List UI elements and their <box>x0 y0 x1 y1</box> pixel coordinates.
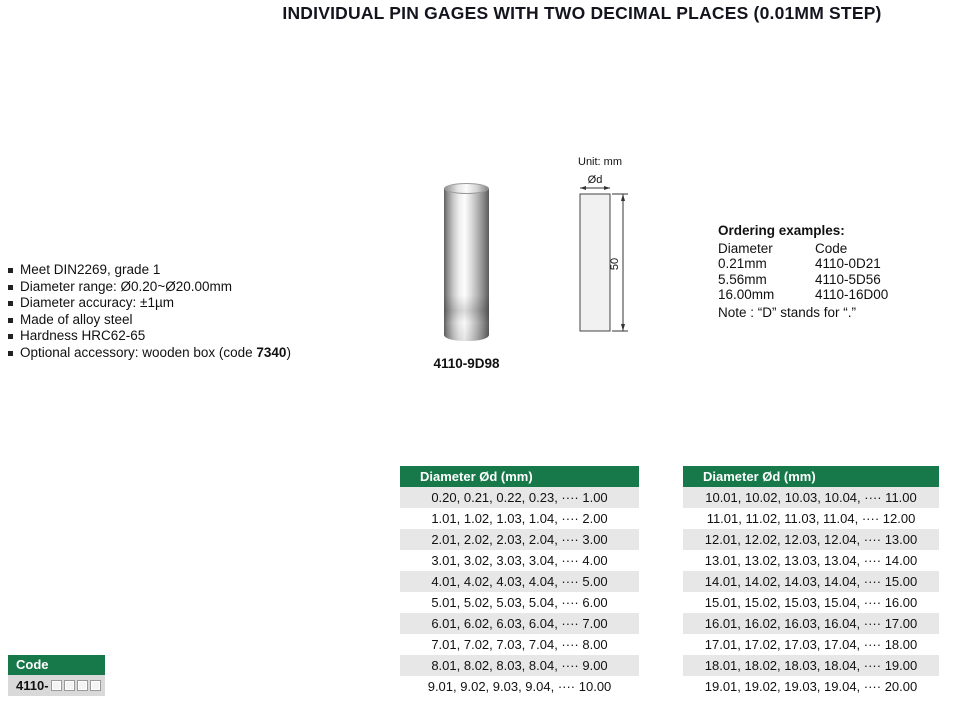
code-placeholder-box <box>64 680 75 691</box>
length-dim-label: 50 <box>609 257 621 271</box>
code-block <box>8 655 105 696</box>
table-row: 6.01, 6.02, 6.03, 6.04, ···· 7.00 <box>400 613 639 634</box>
ordering-title: Ordering examples: <box>718 223 845 238</box>
code-prefix: 4110- <box>16 678 49 693</box>
feature-item <box>8 262 291 279</box>
ordering-diameter: 16.00mm <box>718 287 775 302</box>
table-row: 12.01, 12.02, 12.03, 12.04, ···· 13.00 <box>683 529 939 550</box>
feature-item <box>8 328 291 345</box>
ordering-diameter: 0.21mm <box>718 256 767 271</box>
feature-item <box>8 295 291 312</box>
feature-item <box>8 279 291 296</box>
pin-gage-photo <box>444 183 489 343</box>
table-row: 2.01, 2.02, 2.03, 2.04, ···· 3.00 <box>400 529 639 550</box>
feature-item <box>8 345 291 362</box>
bullet-icon <box>8 351 13 356</box>
table-row: 15.01, 15.02, 15.03, 15.04, ···· 16.00 <box>683 592 939 613</box>
ordering-col-code: Code <box>815 240 848 256</box>
table-row: 14.01, 14.02, 14.03, 14.04, ···· 15.00 <box>683 571 939 592</box>
feature-text: Hardness HRC62-65 <box>20 328 146 343</box>
code-placeholder-box <box>90 680 101 691</box>
table-row: 5.01, 5.02, 5.03, 5.04, ···· 6.00 <box>400 592 639 613</box>
arrow-up-icon <box>621 194 625 201</box>
pin-outline-rect <box>580 194 610 331</box>
table-row: 10.01, 10.02, 10.03, 10.04, ···· 11.00 <box>683 487 939 508</box>
arrow-right-icon <box>604 186 610 190</box>
feature-text: Diameter range: Ø0.20~Ø20.00mm <box>20 278 232 294</box>
bullet-icon <box>8 334 13 339</box>
bullet-icon <box>8 301 13 306</box>
pin-cylinder <box>444 188 489 341</box>
table-row: 8.01, 8.02, 8.03, 8.04, ···· 9.00 <box>400 655 639 676</box>
diameter-table-right <box>683 466 939 697</box>
ordering-code: 4110-16D00 <box>815 287 889 302</box>
table-row: 7.01, 7.02, 7.03, 7.04, ···· 8.00 <box>400 634 639 655</box>
diameter-dim-label: Ød <box>587 174 603 186</box>
table-row: 4.01, 4.02, 4.03, 4.04, ···· 5.00 <box>400 571 639 592</box>
code-placeholder-box <box>77 680 88 691</box>
table-row: 0.20, 0.21, 0.22, 0.23, ···· 1.00 <box>400 487 639 508</box>
ordering-col-diameter: Diameter <box>718 240 773 256</box>
feature-item <box>8 312 291 329</box>
feature-list <box>8 262 291 361</box>
feature-text: Meet DIN2269, grade 1 <box>20 262 161 277</box>
table-row: 19.01, 19.02, 19.03, 19.04, ···· 20.00 <box>683 676 939 697</box>
bullet-icon <box>8 285 13 290</box>
ordering-examples <box>718 223 888 320</box>
page-title: INDIVIDUAL PIN GAGES WITH TWO DECIMAL PLACES (0.01MM STEP) <box>282 3 882 23</box>
code-header: Code <box>8 655 105 675</box>
table-row: 13.01, 13.02, 13.03, 13.04, ···· 14.00 <box>683 550 939 571</box>
feature-text: Diameter accuracy: ±1µm <box>20 295 174 310</box>
table-header: Diameter Ød (mm) <box>400 466 639 487</box>
arrow-down-icon <box>621 324 625 331</box>
table-row: 9.01, 9.02, 9.03, 9.04, ···· 10.00 <box>400 676 639 697</box>
bullet-icon <box>8 268 13 273</box>
feature-text-suffix: ) <box>286 344 291 360</box>
table-header: Diameter Ød (mm) <box>683 466 939 487</box>
code-placeholder-box <box>51 680 62 691</box>
code-value <box>8 675 105 696</box>
table-row: 16.01, 16.02, 16.03, 16.04, ···· 17.00 <box>683 613 939 634</box>
ordering-code: 4110-5D56 <box>815 271 881 287</box>
accessory-code: 7340 <box>256 344 287 360</box>
ordering-diameter: 5.56mm <box>718 271 767 287</box>
table-row: 3.01, 3.02, 3.03, 3.04, ···· 4.00 <box>400 550 639 571</box>
bullet-icon <box>8 318 13 323</box>
arrow-left-icon <box>580 186 586 190</box>
ordering-table <box>718 241 888 303</box>
pin-top-face <box>444 183 489 194</box>
technical-drawing <box>562 152 654 352</box>
ordering-note: Note : “D” stands for “.” <box>718 304 857 320</box>
table-row: 17.01, 17.02, 17.03, 17.04, ···· 18.00 <box>683 634 939 655</box>
diameter-table-left <box>400 466 639 697</box>
table-row: 11.01, 11.02, 11.03, 11.04, ···· 12.00 <box>683 508 939 529</box>
table-row: 18.01, 18.02, 18.03, 18.04, ···· 19.00 <box>683 655 939 676</box>
table-row: 1.01, 1.02, 1.03, 1.04, ···· 2.00 <box>400 508 639 529</box>
feature-text <box>20 345 291 362</box>
product-model-label: 4110-9D98 <box>433 356 500 371</box>
feature-text: Made of alloy steel <box>20 311 133 327</box>
feature-text-prefix: Optional accessory: wooden box (code <box>20 344 257 360</box>
ordering-code: 4110-0D21 <box>815 256 881 271</box>
unit-label: Unit: mm <box>578 156 622 168</box>
